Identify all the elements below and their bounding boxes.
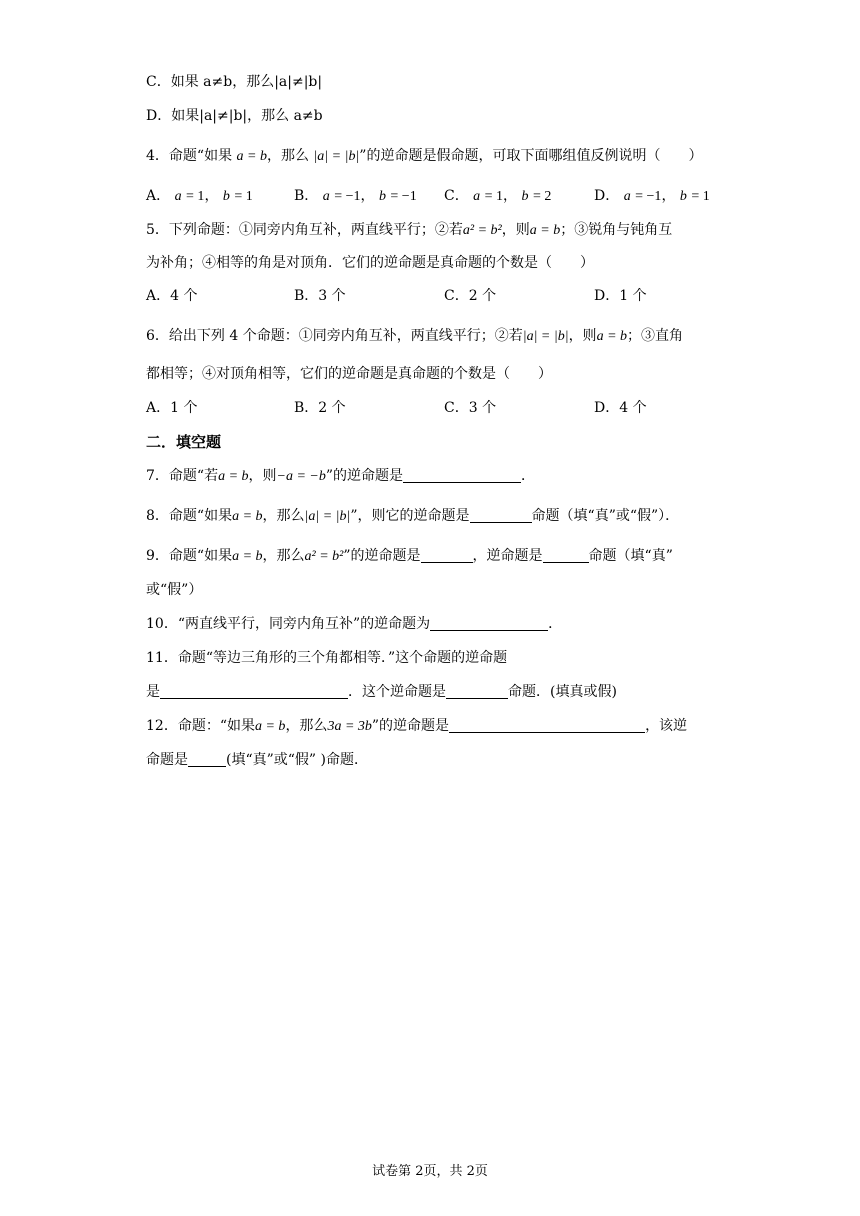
- q11-answer-blank-2[interactable]: [446, 683, 508, 699]
- q9-answer-blank-1[interactable]: [421, 547, 473, 563]
- question-4: 4．命题“如果 a = b，那么 |a| = |b|”的逆命题是假命题，可取下面哪组值反例说明（ ）: [146, 148, 703, 164]
- question-7: 7．命题“若a = b，则−a = −b”的逆命题是 ．: [146, 468, 536, 484]
- question-9-line-2: 或“假”）: [146, 582, 203, 598]
- q5-option-c[interactable]: C．2 个: [444, 288, 497, 304]
- q4-option-b[interactable]: B． a = −1， b = −1: [294, 188, 417, 204]
- option-d-q3: D．如果|a|≠|b|，那么 a≠b: [146, 108, 323, 124]
- q4-option-a[interactable]: A． a = 1， b = 1: [146, 188, 253, 204]
- q5-option-d[interactable]: D．1 个: [594, 288, 647, 304]
- q6-option-d[interactable]: D．4 个: [594, 400, 647, 416]
- question-6-options: [146, 398, 716, 418]
- question-10: 10．“两直线平行，同旁内角互补”的逆命题为 ．: [146, 616, 563, 632]
- q12-answer-blank-2[interactable]: [188, 751, 226, 767]
- q4-option-d[interactable]: D． a = −1， b = 1: [594, 188, 710, 204]
- q4-option-c[interactable]: C． a = 1， b = 2: [444, 188, 552, 204]
- q10-answer-blank[interactable]: [430, 615, 548, 631]
- question-11-line-2: 是 ．这个逆命题是 命题．(填真或假): [146, 684, 617, 700]
- question-5-line-2: 为补角；④相等的角是对顶角．它们的逆命题是真命题的个数是（ ）: [146, 255, 594, 271]
- q7-answer-blank[interactable]: [403, 467, 521, 483]
- option-c-q3: C．如果 a≠b，那么|a|≠|b|: [146, 74, 323, 90]
- section-heading: 二．填空题: [146, 433, 222, 451]
- q6-option-b[interactable]: B．2 个: [294, 400, 346, 416]
- q5-option-b[interactable]: B．3 个: [294, 288, 346, 304]
- question-12-line-2: 命题是 (填“真”或“假” )命题．: [146, 752, 369, 768]
- q5-option-a[interactable]: A．4 个: [146, 288, 198, 304]
- q6-option-c[interactable]: C．3 个: [444, 400, 497, 416]
- q12-answer-blank-1[interactable]: [449, 717, 645, 733]
- q11-answer-blank-1[interactable]: [160, 683, 348, 699]
- question-5-line-1: 5．下列命题：①同旁内角互补，两直线平行；②若a² = b²，则a = b；③锐角与钝角互: [146, 222, 673, 238]
- question-5-options: [146, 286, 716, 306]
- question-6-line-2: 都相等；④对顶角相等，它们的逆命题是真命题的个数是（ ）: [146, 366, 552, 382]
- question-12-line-1: 12．命题：“如果a = b，那么3a = 3b”的逆命题是 ，该逆: [146, 718, 688, 734]
- question-8: 8．命题“如果a = b，那么|a| = |b|”，则它的逆命题是 命题（填“真”或“假”）．: [146, 508, 680, 524]
- question-9-line-1: 9．命题“如果a = b，那么a² = b²”的逆命题是 ，逆命题是 命题（填“真”: [146, 548, 673, 564]
- q6-option-a[interactable]: A．1 个: [146, 400, 198, 416]
- q8-answer-blank[interactable]: [470, 507, 532, 523]
- page-footer: 试卷第 2页，共 2页: [372, 1164, 488, 1179]
- question-11-line-1: 11．命题“等边三角形的三个角都相等．”这个命题的逆命题: [146, 650, 508, 666]
- question-4-options: [146, 186, 716, 206]
- question-6-line-1: 6．给出下列 4 个命题：①同旁内角互补，两直线平行；②若|a| = |b|，则a = b；③直角: [146, 328, 684, 344]
- q9-answer-blank-2[interactable]: [543, 547, 589, 563]
